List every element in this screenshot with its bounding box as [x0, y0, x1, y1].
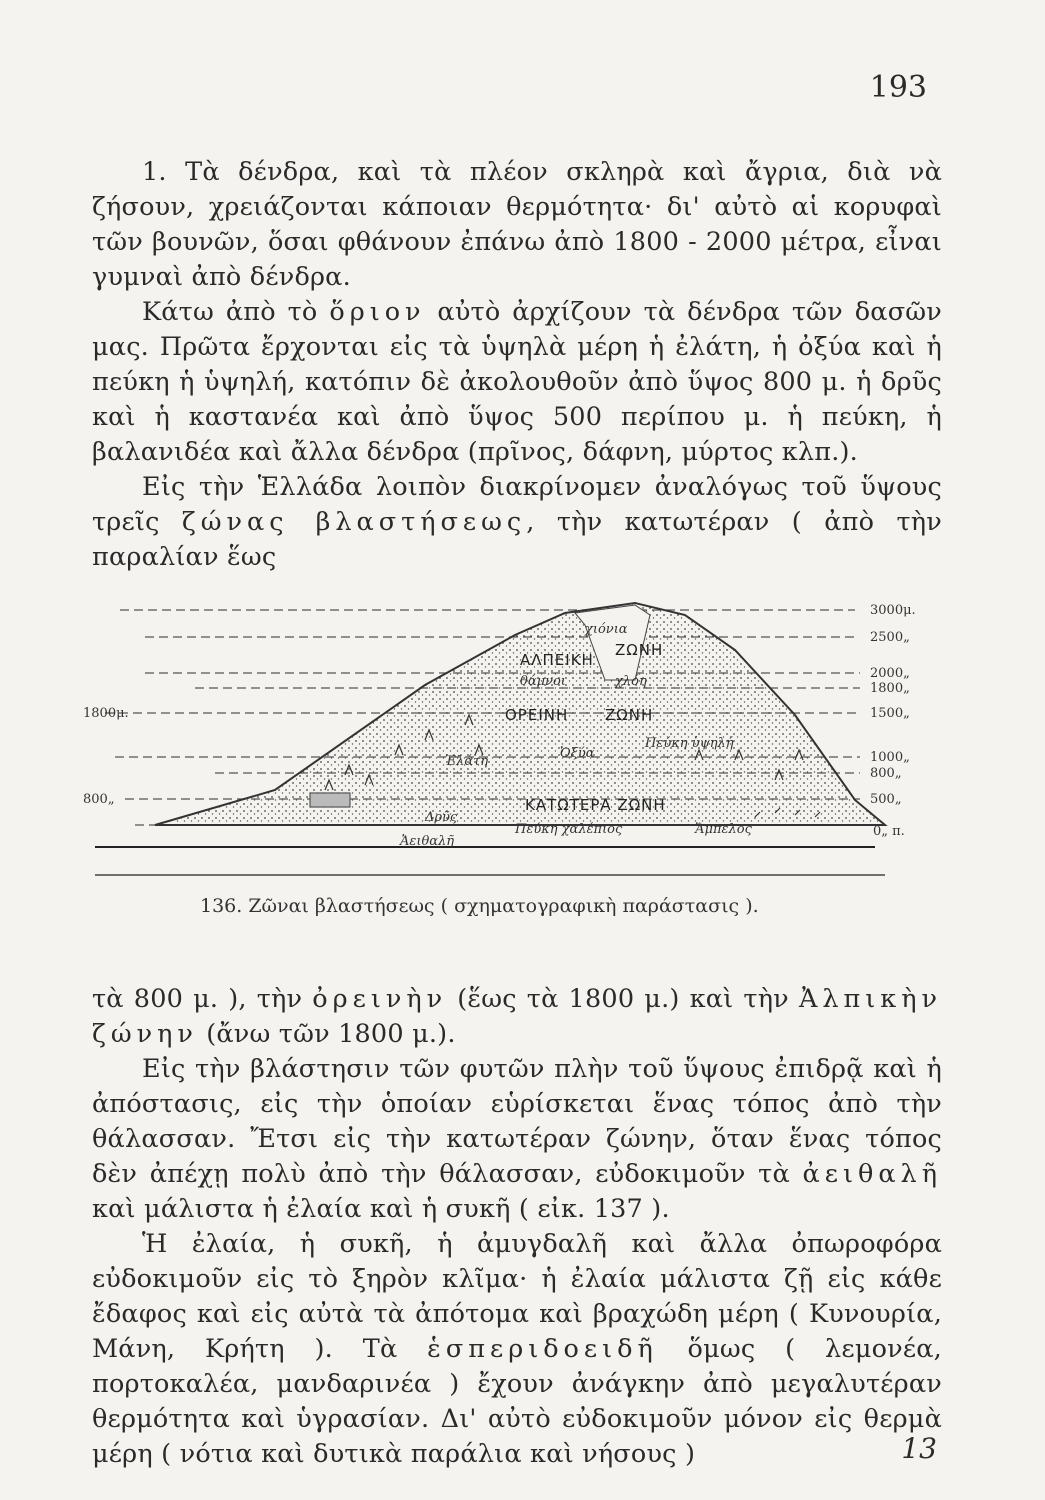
zone-label-mountain-zone: ΖΩΝΗ — [605, 706, 654, 724]
alt-label: 2000„ — [870, 666, 910, 681]
plant-label: Ἐλάτη — [445, 754, 489, 769]
plant-label: Ἄμπελος — [695, 822, 752, 837]
alt-label: 2500„ — [870, 630, 910, 645]
p5-text-a: Εἰς τὴν βλάστησιν τῶν φυτῶν πλὴν τοῦ ὕψους ἐπιδρᾷ καὶ ἡ ἀπόστασις, εἰς τὴν ὁποίαν εὑρίσκεται ἕνας τόπος ἀπὸ τὴν θάλασσαν. Ἔτσι εἰς τὴν κατωτέραν ζώνην, ὅταν ἕνας τόπος δὲν ἀπέχῃ πολὺ ἀπὸ τὴν θάλασσαν, εὐδοκιμοῦν τὰ — [92, 1054, 942, 1189]
alt-label-left: 1800μ. — [83, 706, 129, 721]
p4-spaced-a: ὀρεινὴν — [312, 984, 448, 1014]
p4-text-b: (ἕως τὰ 1800 μ.) καὶ τὴν — [447, 984, 799, 1014]
p4-spaced-b: Ἀλπικὴν ζώνην — [92, 984, 942, 1049]
p6-spaced-term: ἑσπεριδοειδῆ — [427, 1334, 658, 1364]
plant-label: Πεύκη χαλέπιος — [515, 822, 623, 837]
alt-label: 800„ — [870, 766, 902, 781]
p2-text-a: Κάτω ἀπὸ τὸ — [142, 297, 330, 327]
alt-label: 0„ π. — [873, 824, 905, 839]
p2-spaced-term: ὅριον — [329, 297, 426, 327]
mountain-diagram — [83, 585, 940, 885]
bottom-text — [92, 982, 942, 1472]
zone-label-mountain: ΟΡΕΙΝΗ — [505, 706, 569, 724]
paragraph-1: 1. Τὰ δένδρα, καὶ τὰ πλέον σκληρὰ καὶ ἄγρια, διὰ νὰ ζήσουν, χρειάζονται κάποιαν θερμότητα· δι' αὐτὸ αἱ κορυφαὶ τῶν βουνῶν, ὅσαι φθάνουν ἐπάνω ἀπὸ 1800 - 2000 μέτρα, εἶναι γυμναὶ ἀπὸ δένδρα. — [92, 157, 942, 292]
signature-mark: 13 — [901, 1432, 937, 1465]
vegetation-zones-figure — [83, 585, 940, 885]
plant-label: χιόνια — [585, 622, 628, 637]
p4-text-a: τὰ 800 μ. ), τὴν — [92, 984, 313, 1014]
p6-text-a: Ἡ ἐλαία, ἡ συκῆ, ἡ ἀμυγδαλῆ καὶ ἄλλα ὀπωροφόρα εὐδοκιμοῦν εἰς τὸ ξηρὸν κλῖμα· ἡ ἐλαία μάλιστα ζῇ εἰς κάθε ἔδαφος καὶ εἰς αὐτὰ τὰ ἀπότομα καὶ βραχώδη μέρη ( Κυνουρία, Μάνη, Κρήτη ). Τὰ — [92, 1229, 942, 1364]
p3-text-b: , τὴν κατωτέραν ( ἀπὸ τὴν παραλίαν ἕως — [92, 507, 942, 572]
p5-text-b: καὶ μάλιστα ἡ ἐλαία καὶ ἡ συκῆ ( εἰκ. 137 ). — [92, 1194, 670, 1224]
page-number: 193 — [869, 70, 927, 105]
right-altitude-labels — [870, 603, 916, 839]
zone-label-lower: ΚΑΤΩΤΕΡΑ ΖΩΝΗ — [525, 796, 666, 814]
paragraph-4 — [92, 982, 942, 1052]
figure-caption: 136. Ζῶναι βλαστήσεως ( σχηματογραφικὴ παράστασις ). — [200, 895, 759, 917]
alt-label: 1800„ — [870, 681, 910, 696]
plant-label: θάμνοι — [520, 674, 566, 689]
paragraph-6 — [92, 1227, 942, 1472]
plant-label: Πεύκη ὑψηλή — [645, 736, 734, 751]
alt-label: 500„ — [870, 792, 902, 807]
p6-text-b: ὅμως ( λεμονέα, πορτοκαλέα, μανδαρινέα ) ἔχουν ἀνάγκην ἀπὸ μεγαλυτέραν θερμότητα καὶ ὑγρασίαν. Δι' αὐτὸ εὐδοκιμοῦν μόνον εἰς θερμὰ μέρη ( νότια καὶ δυτικὰ παράλια καὶ νήσους ) — [92, 1334, 942, 1469]
p2-text-b: αὐτὸ ἀρχίζουν τὰ δένδρα τῶν δασῶν μας. Πρῶτα ἔρχονται εἰς τὰ ὑψηλὰ μέρη ἡ ἐλάτη, ἡ ὀξύα καὶ ἡ πεύκη ἡ ὑψηλή, κατόπιν δὲ ἀκολουθοῦν ἀπὸ ὕψος 800 μ. ἡ δρῦς καὶ ἡ καστανέα καὶ ἀπὸ ὕψος 500 περίπου μ. ἡ πεύκη, ἡ βαλανιδέα καὶ ἄλλα δένδρα (πρῖνος, δάφνη, μύρτος κλπ.). — [92, 297, 942, 467]
alt-label-left: 800„ — [83, 792, 115, 807]
alt-label: 1000„ — [870, 750, 910, 765]
plant-label: Δρῦς — [425, 810, 458, 825]
paragraph-3 — [92, 470, 942, 575]
plant-label: χλόη — [615, 674, 647, 689]
p3-text-a: Εἰς τὴν Ἑλλάδα λοιπὸν διακρίνομεν ἀναλόγως τοῦ ὕψους τρεῖς — [92, 472, 942, 537]
zone-label-alpine-zone: ΖΩΝΗ — [615, 641, 664, 659]
plant-label: Ὀξύα — [560, 746, 595, 761]
alt-label: 1500„ — [870, 706, 910, 721]
p4-text-c: (ἄνω τῶν 1800 μ.). — [197, 1019, 456, 1049]
zone-label-alpine: ΑΛΠΕΙΚΗ — [520, 651, 594, 669]
top-text — [92, 155, 942, 575]
p3-spaced-term: ζώνας βλαστήσεως — [181, 507, 527, 537]
paragraph-2 — [92, 295, 942, 470]
p5-spaced-term: ἀειθαλῆ — [802, 1159, 942, 1189]
paragraph-5 — [92, 1052, 942, 1227]
plant-label: Ἀειθαλῆ — [400, 834, 455, 849]
alt-label: 3000μ. — [870, 603, 916, 618]
